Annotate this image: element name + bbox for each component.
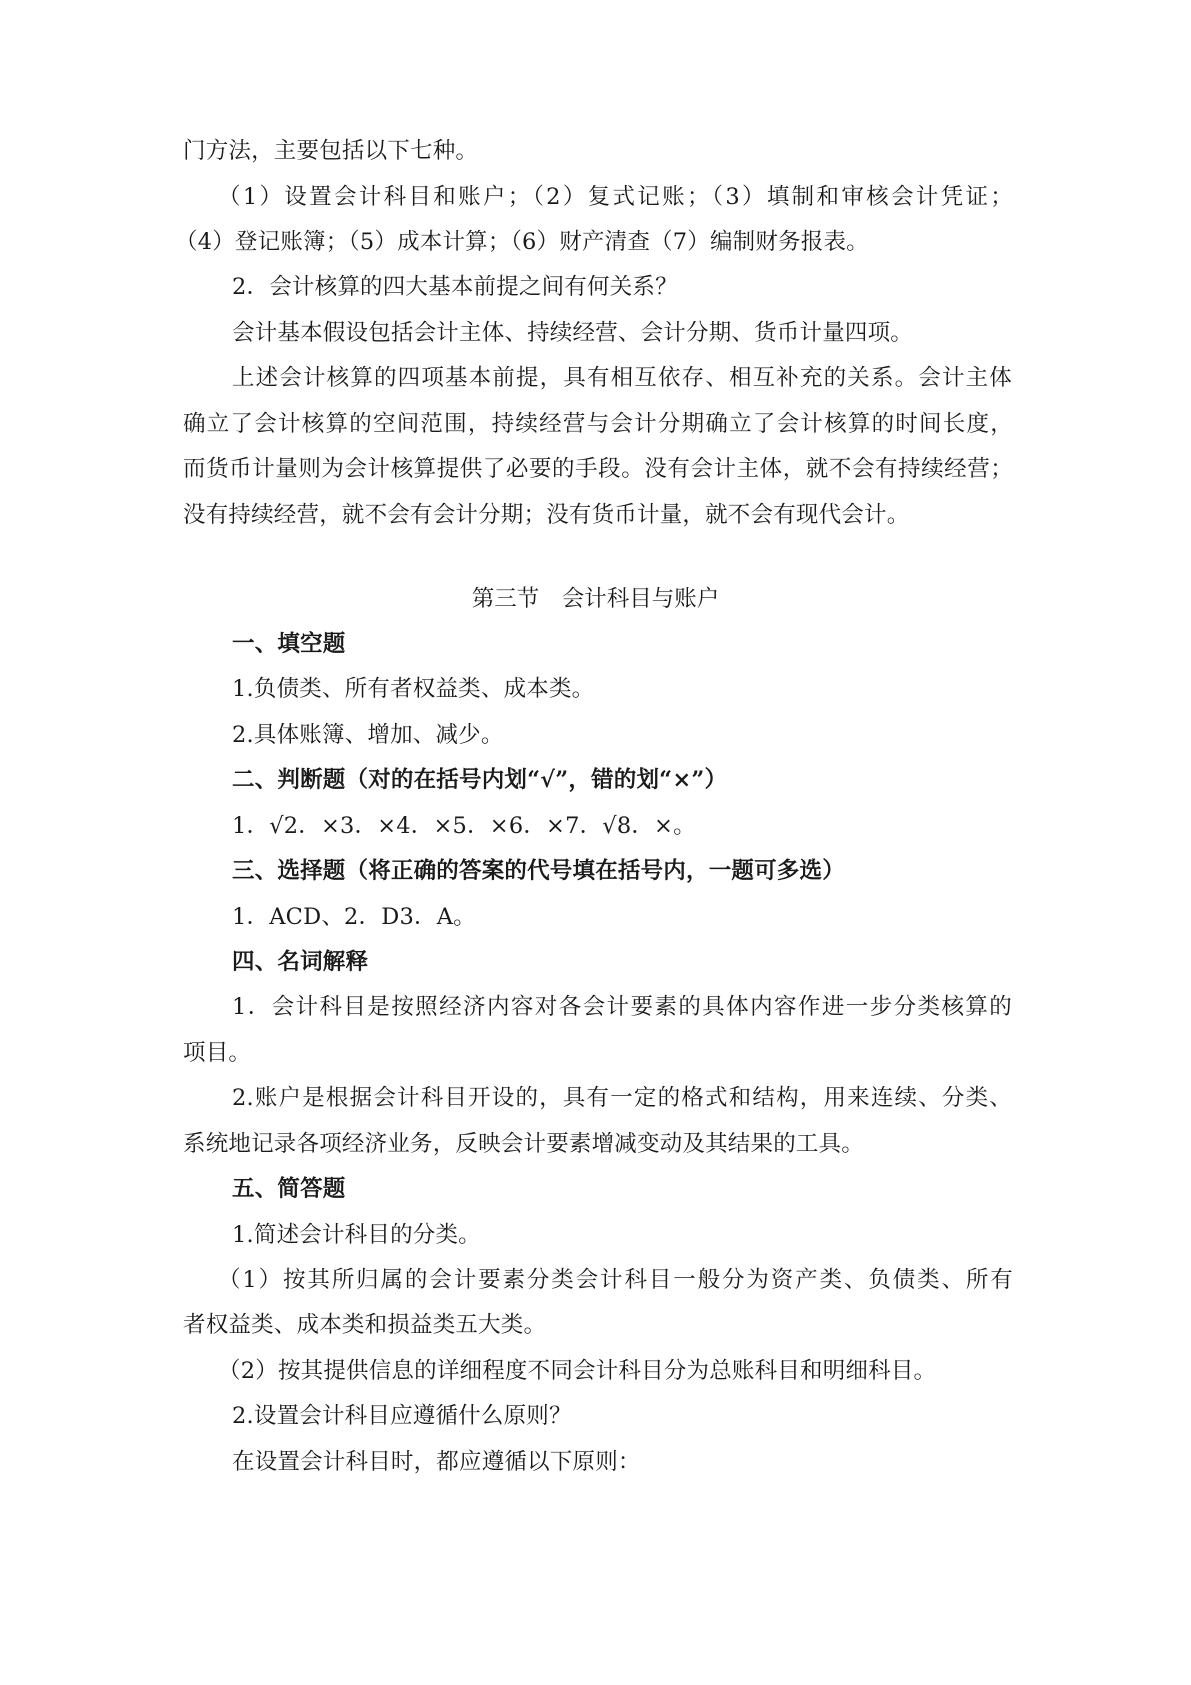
text-line: 在设置会计科目时，都应遵循以下原则： (232, 1449, 641, 1475)
text-line: （1）按其所归属的会计要素分类会计科目一般分为资产类、负债类、所有 (218, 1267, 1013, 1293)
question-line: 2.设置会计科目应遵循什么原则？ (232, 1403, 572, 1429)
text-line: （4）登记账簿；（5）成本计算；（6）财产清查（7）编制财务报表。 (175, 229, 869, 255)
heading-multiple-choice: 三、选择题（将正确的答案的代号填在括号内，一题可多选） (232, 858, 845, 884)
answer-line: 1．ACD、2．D3．A。 (232, 904, 476, 930)
heading-definitions: 四、名词解释 (232, 949, 369, 975)
text-line: 而货币计量则为会计核算提供了必要的手段。没有会计主体，就不会有持续经营； (183, 456, 1013, 482)
text-line: 上述会计核算的四项基本前提，具有相互依存、相互补充的关系。会计主体 (232, 365, 1012, 391)
text-line: 门方法，主要包括以下七种。 (183, 138, 479, 164)
heading-fill-in-blank: 一、填空题 (232, 631, 346, 657)
text-line: 1．会计科目是按照经济内容对各会计要素的具体内容作进一步分类核算的 (232, 994, 1012, 1020)
text-line: 2.账户是根据会计科目开设的，具有一定的格式和结构，用来连续、分类、 (232, 1085, 1012, 1111)
text-line: 系统地记录各项经济业务，反映会计要素增减变动及其结果的工具。 (183, 1131, 865, 1157)
heading-short-answer: 五、简答题 (232, 1176, 346, 1202)
text-line: 会计基本假设包括会计主体、持续经营、会计分期、货币计量四项。 (232, 320, 914, 346)
text-line: （2）按其提供信息的详细程度不同会计科目分为总账科目和明细科目。 (218, 1358, 937, 1384)
heading-true-false: 二、判断题（对的在括号内划“√”，错的划“×”） (232, 767, 728, 793)
question-line: 2．会计核算的四大基本前提之间有何关系？ (232, 274, 678, 300)
answer-line: 1.负债类、所有者权益类、成本类。 (232, 676, 595, 702)
question-line: 1.简述会计科目的分类。 (232, 1222, 481, 1248)
text-line: （1）设置会计科目和账户；（2）复式记账；（3）填制和审核会计凭证； (218, 184, 1013, 210)
text-line: 没有持续经营，就不会有会计分期；没有货币计量，就不会有现代会计。 (183, 502, 910, 528)
text-line: 者权益类、成本类和损益类五大类。 (183, 1312, 547, 1338)
section-title: 第三节 会计科目与账户 (471, 586, 720, 612)
text-line: 确立了会计核算的空间范围，持续经营与会计分期确立了会计核算的时间长度， (183, 411, 1013, 437)
answer-line: 2.具体账簿、增加、减少。 (232, 722, 504, 748)
answer-line: 1．√2．×3．×4．×5．×6．×7．√8．×。 (232, 813, 696, 839)
text-line: 项目。 (183, 1040, 252, 1066)
